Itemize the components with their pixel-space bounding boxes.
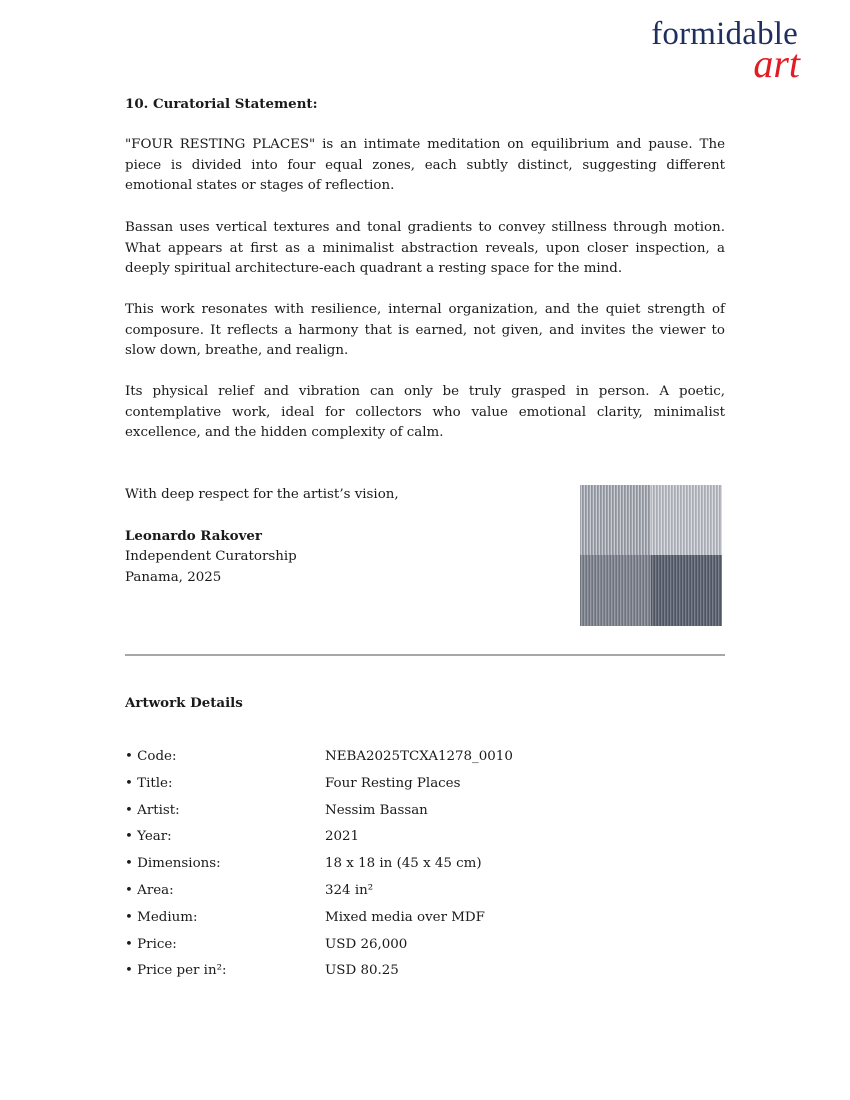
detail-value: 324 in² — [325, 882, 374, 898]
detail-row-year — [125, 829, 725, 856]
signature-block — [125, 485, 399, 589]
curator-place: Panama, 2025 — [125, 569, 222, 585]
artwork-thumbnail — [580, 485, 722, 626]
detail-value: Nessim Bassan — [325, 802, 428, 818]
detail-label: • Title: — [125, 775, 173, 791]
artwork-quadrant-top-right — [651, 485, 722, 555]
curator-name: Leonardo Rakover — [125, 528, 262, 545]
detail-row-title — [125, 776, 725, 803]
detail-row-medium — [125, 910, 725, 937]
artwork-quadrant-top-left — [580, 485, 651, 555]
detail-label: • Price per in²: — [125, 963, 227, 979]
closing-line: With deep respect for the artist’s vision, — [125, 487, 399, 502]
detail-label: • Year: — [125, 829, 172, 845]
detail-row-dimensions — [125, 856, 725, 883]
detail-label: • Code: — [125, 749, 177, 764]
details-list — [125, 749, 725, 990]
artwork-quadrant-bottom-left — [580, 555, 651, 626]
detail-label: • Price: — [125, 936, 177, 952]
details-title: Artwork Details — [125, 695, 243, 711]
detail-value: 18 x 18 in (45 x 45 cm) — [325, 856, 482, 872]
detail-row-code — [125, 749, 725, 776]
detail-row-price-per-sq-in — [125, 963, 725, 990]
logo-word: formidable — [651, 16, 798, 52]
brand-logo — [651, 16, 800, 86]
detail-label: • Medium: — [125, 909, 198, 925]
artwork-quadrant-bottom-right — [651, 555, 722, 626]
statement-paragraph-1: "FOUR RESTING PLACES" is an intimate meditation on equilibrium and pause. The piece is divided into four equal zones, each subtly distinct, suggesting different emotional states or stages of reflection. — [125, 137, 725, 194]
detail-value: Four Resting Places — [325, 775, 461, 791]
detail-value: Mixed media over MDF — [325, 909, 485, 925]
detail-value: 2021 — [325, 829, 360, 845]
curator-role: Independent Curatorship — [125, 549, 297, 565]
statement-paragraph-2: Bassan uses vertical textures and tonal gradients to convey stillness through motion. What appears at first as a minimalist abstraction reveals, upon closer inspection, a deeply spiritual architecture-each quadrant a resting space for the mind. — [125, 220, 725, 277]
detail-label: • Dimensions: — [125, 856, 221, 872]
section-divider — [125, 654, 725, 656]
statement-paragraph-4: Its physical relief and vibration can only be truly grasped in person. A poetic, contemplative work, ideal for collectors who value emotional clarity, minimalist excellence, and the hidden complexity of calm. — [125, 384, 725, 441]
detail-row-area — [125, 883, 725, 910]
statement-paragraph-3: This work resonates with resilience, internal organization, and the quiet strength of composure. It reflects a harmony that is earned, not given, and invites the viewer to slow down, breathe, and realign. — [125, 302, 725, 359]
detail-value: USD 26,000 — [325, 936, 408, 952]
detail-row-artist — [125, 803, 725, 830]
section-heading: 10. Curatorial Statement: — [125, 96, 318, 112]
detail-value: NEBA2025TCXA1278_0010 — [325, 749, 513, 764]
detail-label: • Artist: — [125, 802, 180, 818]
detail-row-price — [125, 937, 725, 964]
detail-value: USD 80.25 — [325, 963, 399, 979]
logo-accent: art — [753, 41, 800, 86]
detail-label: • Area: — [125, 882, 174, 898]
